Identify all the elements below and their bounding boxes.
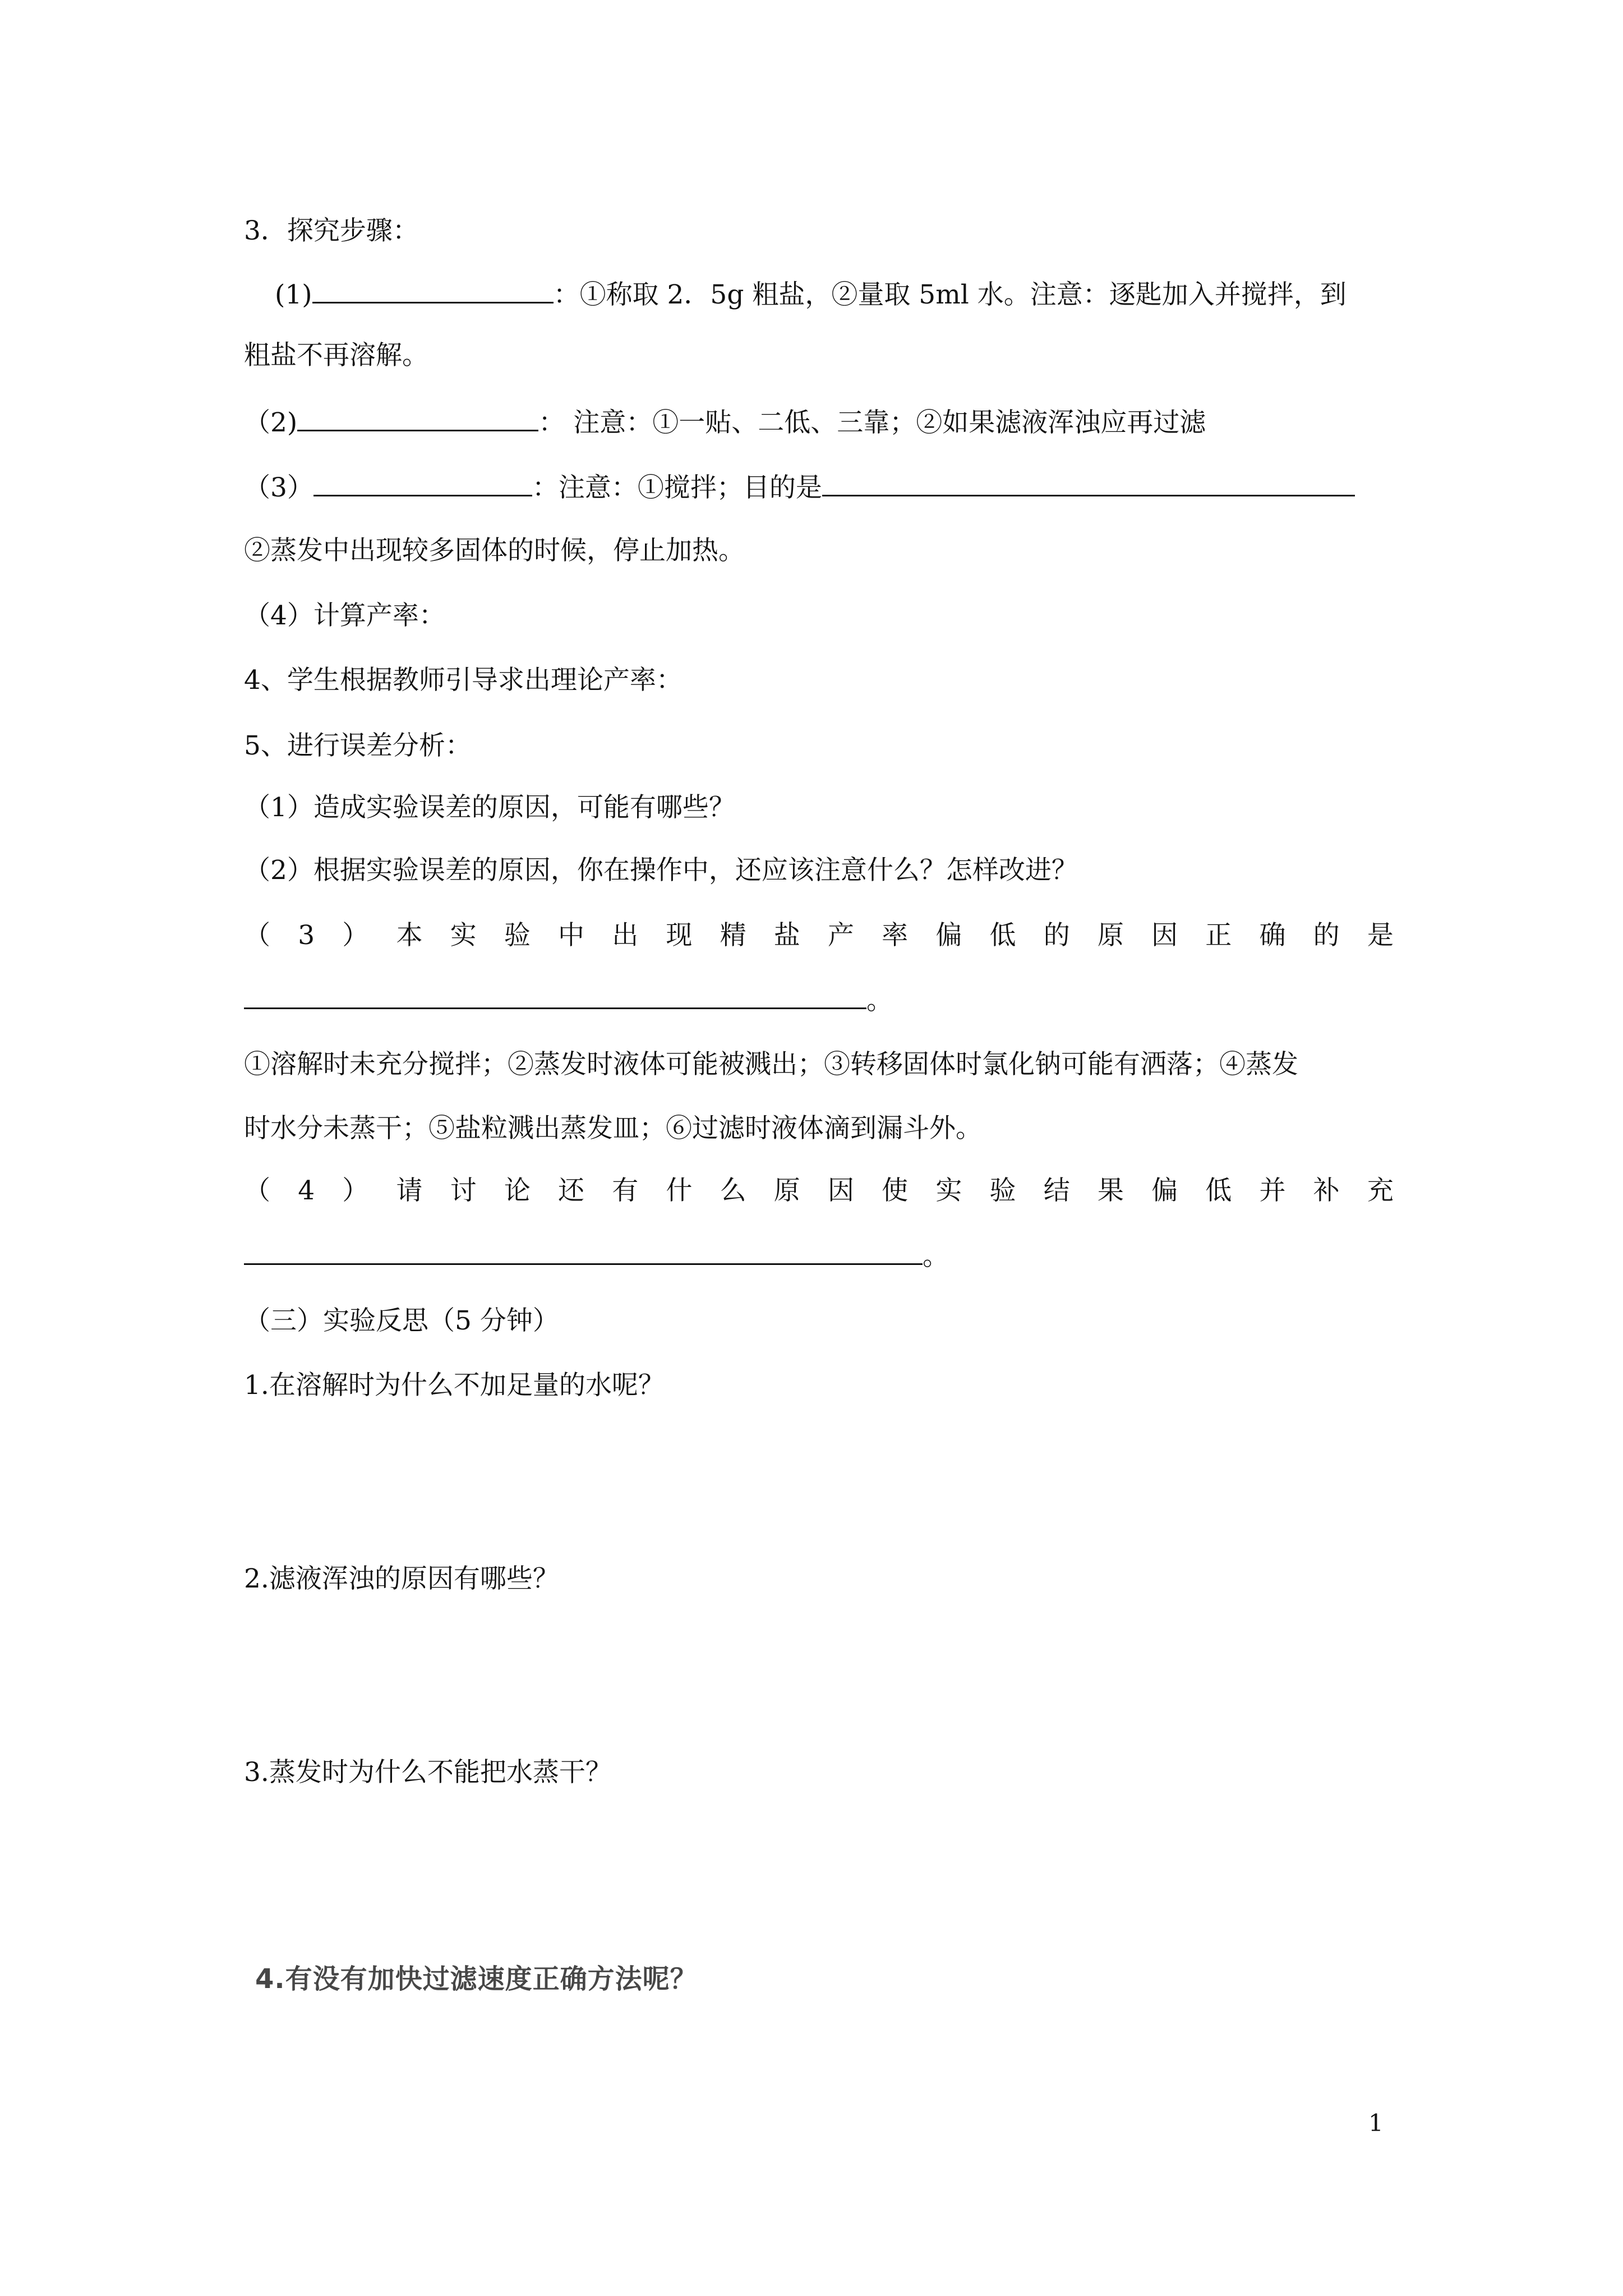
step-1-continuation: 粗盐不再溶解。 [244, 340, 428, 371]
reflection-question-3: 3.蒸发时为什么不能把水蒸干？ [244, 1757, 612, 1788]
spaced-char: （ [244, 920, 270, 951]
spaced-char: 实 [935, 1175, 962, 1206]
answer-blank[interactable] [244, 983, 866, 1009]
reflection-question-1: 1.在溶解时为什么不加足量的水呢？ [244, 1370, 665, 1401]
spaced-char: 讨 [450, 1175, 477, 1206]
spaced-char: 3 [298, 920, 315, 951]
spaced-char: 的 [1313, 920, 1340, 951]
reflection-question-4: 4.有没有加快过滤速度正确方法呢？ [255, 1963, 698, 1995]
spaced-char: 正 [1205, 920, 1232, 951]
spaced-char: 并 [1259, 1175, 1286, 1206]
spaced-char: ） [342, 920, 369, 951]
spaced-char: 中 [558, 920, 585, 951]
step-1: (1) ：①称取 2．5g 粗盐，②量取 5ml 水。注意：逐匙加入并搅拌，到 [275, 277, 1424, 312]
spaced-char: 出 [612, 920, 639, 951]
step-3: （3） ：注意：①搅拌；目的是 [244, 470, 1394, 505]
spaced-char: 产 [827, 920, 854, 951]
item-5: 5、进行误差分析： [244, 730, 472, 761]
reasons-line-1: ①溶解时未充分搅拌；②蒸发时液体可能被溅出；③转移固体时氯化钠可能有洒落；④蒸发 [244, 1049, 1298, 1080]
spaced-char: 低 [1205, 1175, 1232, 1206]
spaced-char: 本 [396, 920, 423, 951]
spaced-char: 现 [666, 920, 693, 951]
spaced-char: 什 [666, 1175, 693, 1206]
spaced-char: 验 [989, 1175, 1016, 1206]
spaced-char: 么 [720, 1175, 746, 1206]
answer-blank[interactable] [297, 405, 538, 431]
spaced-char: 还 [558, 1175, 585, 1206]
spaced-char: 实 [450, 920, 477, 951]
reflection-question-2: 2.滤液浑浊的原因有哪些？ [244, 1563, 559, 1594]
spaced-char: 精 [720, 920, 746, 951]
spaced-char: 充 [1367, 1175, 1394, 1206]
page-number: 1 [1368, 2109, 1384, 2137]
spaced-char: 的 [1043, 920, 1070, 951]
spaced-char: 果 [1097, 1175, 1124, 1206]
spaced-char: 请 [396, 1175, 423, 1206]
spaced-char: 有 [612, 1175, 639, 1206]
spaced-char: 原 [773, 1175, 800, 1206]
spaced-char: 偏 [935, 920, 962, 951]
analysis-4-spaced-text [244, 1174, 1394, 1208]
analysis-2: （2）根据实验误差的原因，你在操作中，还应该注意什么？怎样改进？ [244, 855, 1078, 886]
spaced-char: 低 [989, 920, 1016, 951]
reasons-line-2: 时水分未蒸干；⑤盐粒溅出蒸发皿；⑥过滤时液体滴到漏斗外。 [244, 1113, 982, 1144]
item-4: 4、学生根据教师引导求出理论产率： [244, 665, 683, 696]
spaced-char: （ [244, 1175, 270, 1206]
step-4: （4）计算产率： [244, 600, 445, 631]
spaced-char: 4 [298, 1175, 315, 1206]
section3-title: 3．探究步骤： [244, 215, 419, 246]
spaced-char: 论 [504, 1175, 531, 1206]
answer-blank[interactable] [822, 470, 1355, 496]
analysis-4-answer: 。 [244, 1239, 1394, 1273]
answer-blank[interactable] [244, 1239, 923, 1265]
spaced-char: 验 [504, 920, 531, 951]
spaced-char: 率 [882, 920, 909, 951]
analysis-3-spaced-text [244, 919, 1394, 953]
answer-blank[interactable] [312, 277, 554, 303]
analysis-1: （1）造成实验误差的原因，可能有哪些？ [244, 792, 735, 823]
spaced-char: 补 [1313, 1175, 1340, 1206]
spaced-char: 使 [882, 1175, 909, 1206]
reflection-title: （三）实验反思（5 分钟） [244, 1305, 559, 1336]
step-2: （2) ： 注意：①一贴、二低、三靠；②如果滤液浑浊应再过滤 [244, 405, 1394, 440]
spaced-char: 原 [1097, 920, 1124, 951]
spaced-char: 是 [1367, 920, 1394, 951]
answer-blank[interactable] [313, 470, 532, 496]
step-3-continuation: ②蒸发中出现较多固体的时候，停止加热。 [244, 535, 745, 566]
analysis-3-answer: 。 [244, 983, 1394, 1018]
spaced-char: 因 [827, 1175, 854, 1206]
analysis-3 [244, 919, 1394, 953]
spaced-char: 因 [1151, 920, 1178, 951]
spaced-char: 确 [1259, 920, 1286, 951]
spaced-char: ） [342, 1175, 369, 1206]
spaced-char: 盐 [773, 920, 800, 951]
analysis-4 [244, 1174, 1394, 1208]
spaced-char: 结 [1043, 1175, 1070, 1206]
spaced-char: 偏 [1151, 1175, 1178, 1206]
